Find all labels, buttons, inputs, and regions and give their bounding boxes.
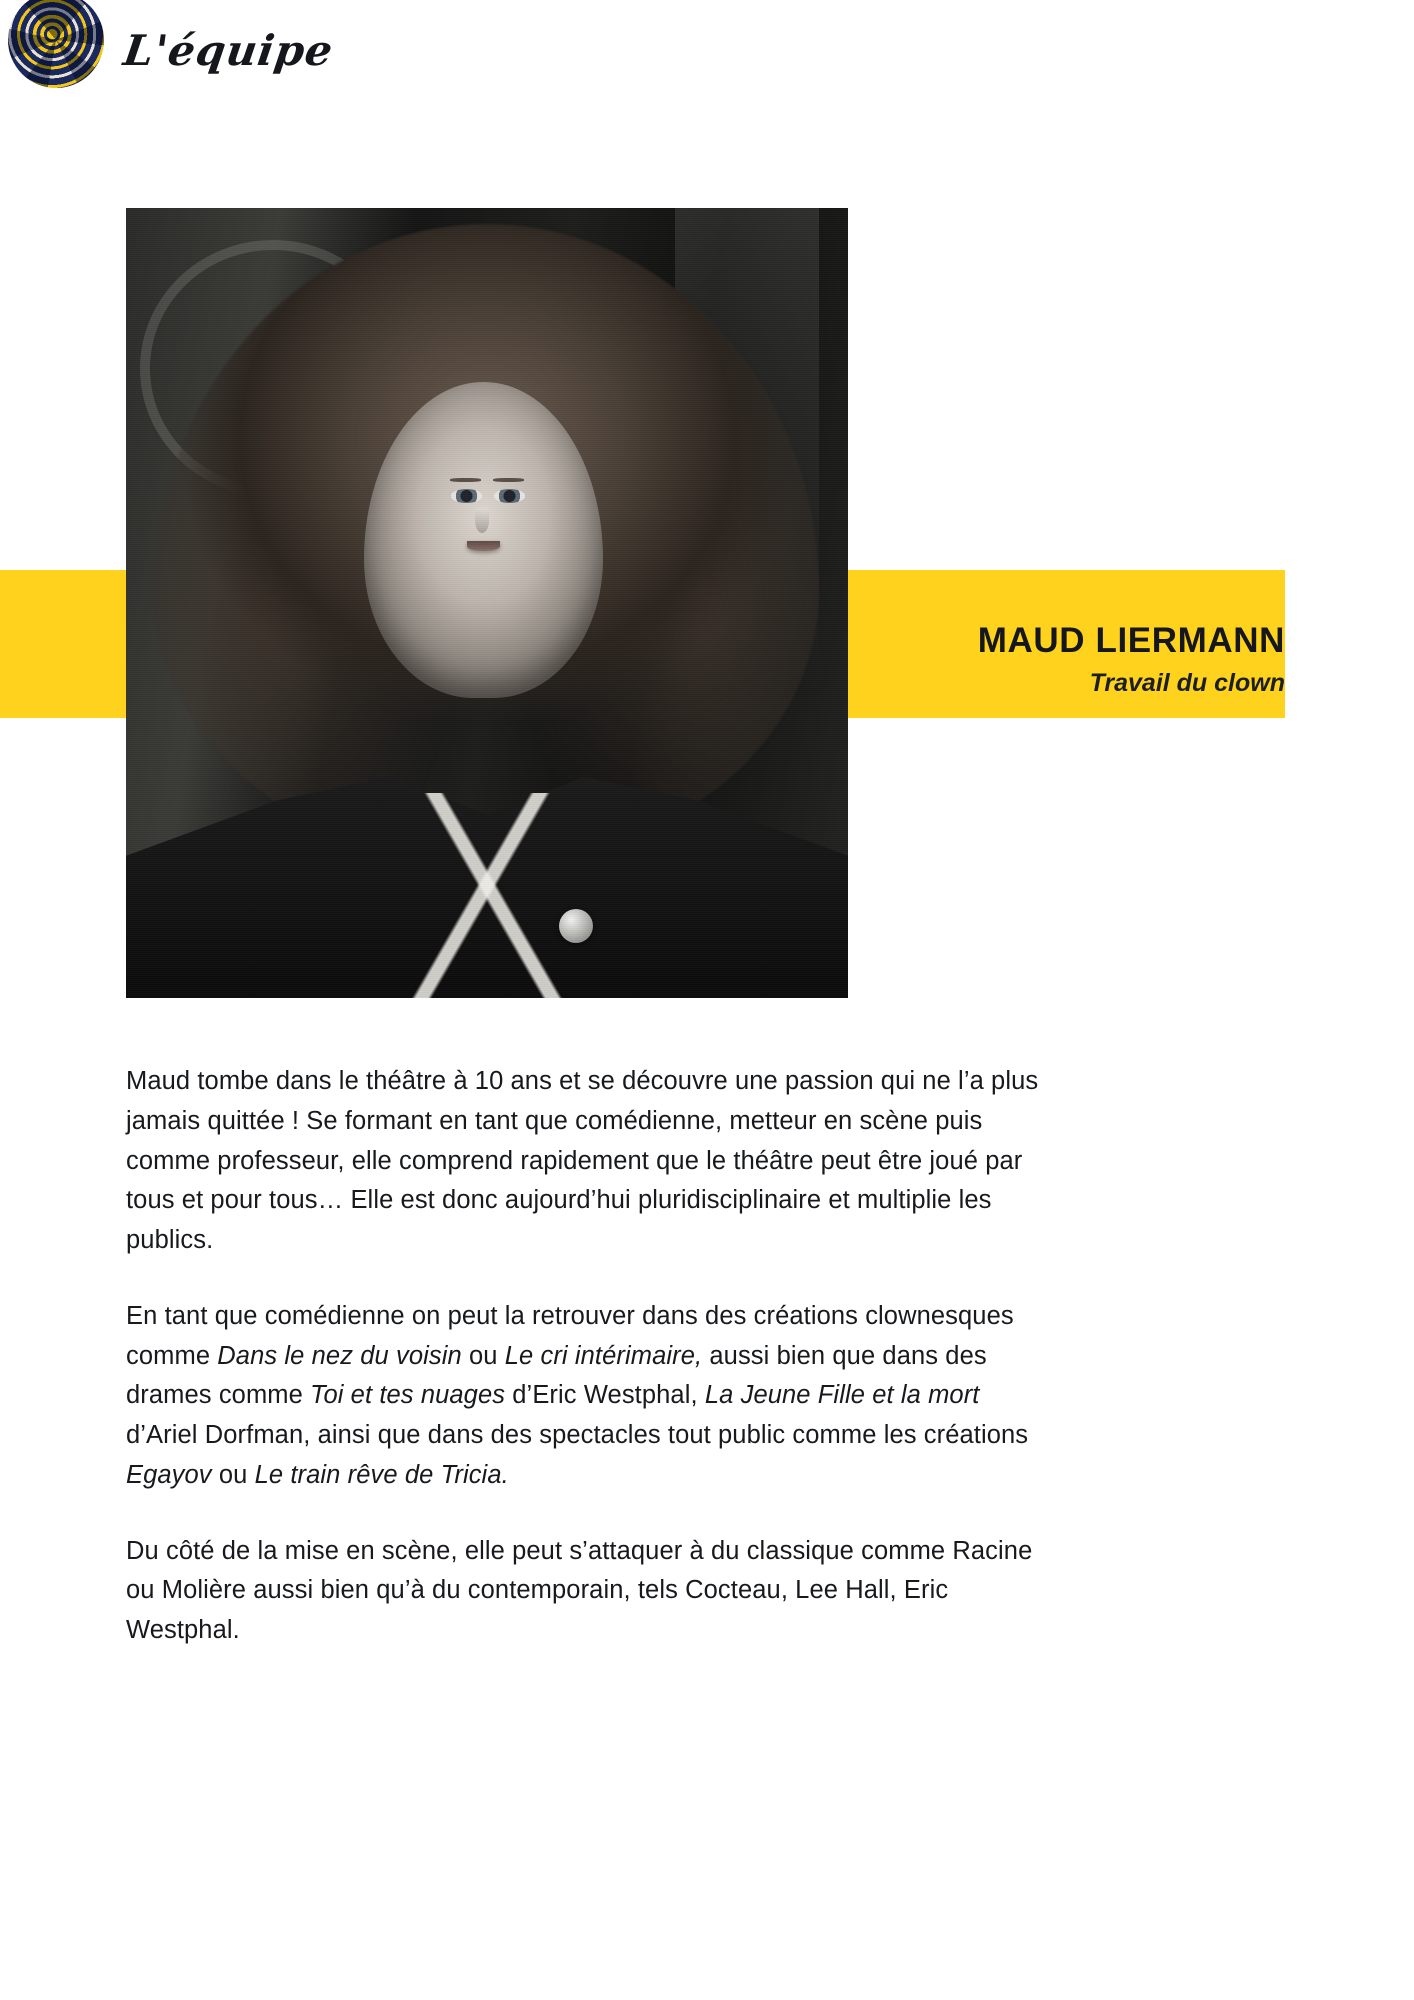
portrait-nose: [475, 508, 489, 533]
bio-p2-text-6: ou: [211, 1460, 255, 1489]
bio-paragraph-2: [126, 1297, 1056, 1496]
biography: [126, 1062, 1056, 1651]
page-header: [0, 0, 1414, 130]
portrait-eyebrow-right: [493, 478, 524, 481]
profile-identity: [765, 622, 1285, 698]
profile-name: MAUD LIERMANN: [977, 621, 1285, 660]
bio-p2-title-3: Toi et tes nuages: [310, 1381, 506, 1410]
bio-paragraph-3: Du côté de la mise en scène, elle peut s’attaquer à du classique comme Racine ou Molière aussi bien qu’à du contemporain, tels Cocteau, Lee Hall, Eric Westphal.: [126, 1536, 1033, 1645]
bio-p2-text-1: En tant que comédienne on peut la retrouver dans des créations clownesques comme: [126, 1301, 1014, 1370]
portrait-eye-left: [451, 489, 482, 502]
bio-p2-title-2: Le cri intérimaire,: [504, 1341, 703, 1370]
bio-p2-title-4: La Jeune Fille et la mort: [704, 1381, 980, 1410]
bio-p2-text-5: d’Ariel Dorfman, ainsi que dans des spectacles tout public comme les créations: [126, 1421, 1029, 1450]
spiral-logo-icon: [8, 0, 104, 88]
portrait-eyebrow-left: [450, 478, 481, 481]
bio-p2-title-6: Le train rêve de Tricia.: [254, 1460, 509, 1489]
portrait-mouth: [467, 541, 500, 550]
bio-paragraph-1: Maud tombe dans le théâtre à 10 ans et se découvre une passion qui ne l’a plus jamais quittée ! Se formant en tant que comédienne, metteur en scène puis comme professeur, elle comprend rapidement que le théâtre peut être joué par tous et pour tous… Elle est donc aujourd’hui pluridisciplinaire et multiplie les publics.: [126, 1067, 1039, 1255]
bio-p2-text-2: ou: [461, 1341, 505, 1370]
bio-p2-title-5: Egayov: [126, 1460, 212, 1489]
portrait-jacket-button: [559, 909, 593, 943]
bio-p2-text-3: aussi bien que dans des drames comme: [126, 1341, 987, 1410]
profile-role: Travail du clown: [1089, 668, 1285, 697]
bio-p2-title-1: Dans le nez du voisin: [217, 1341, 462, 1370]
portrait-eye-right: [494, 489, 525, 502]
portrait-jacket-lapel: [343, 793, 632, 998]
portrait-photo: [126, 208, 848, 998]
page-title: L'équipe: [120, 26, 337, 75]
bio-p2-text-4: d’Eric Westphal,: [505, 1381, 705, 1410]
